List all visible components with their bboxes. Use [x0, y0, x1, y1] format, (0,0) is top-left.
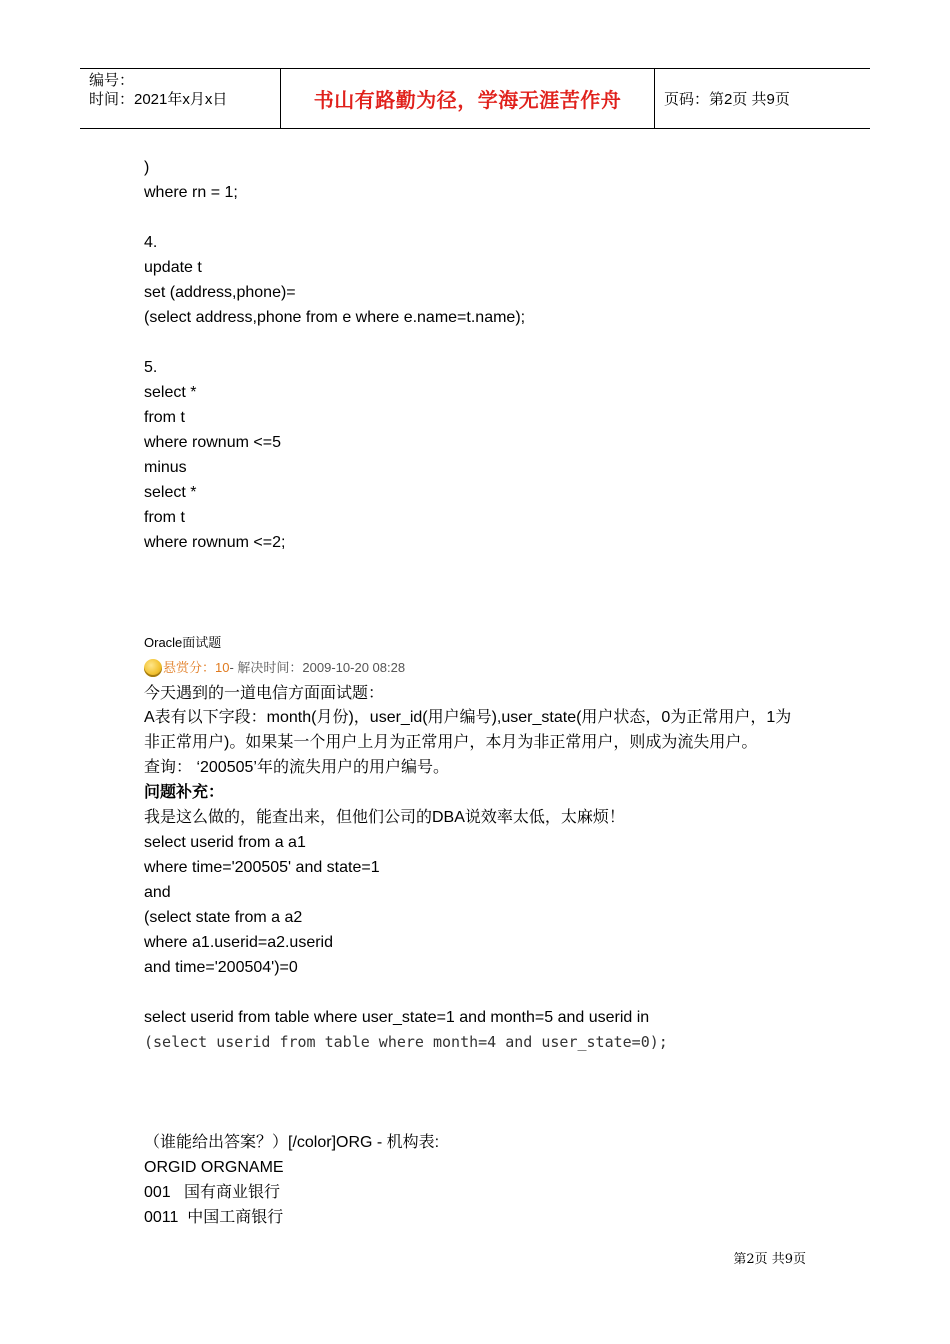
reward-value: 10: [215, 660, 230, 675]
code-line: [144, 980, 824, 1005]
code-line: select userid from table where user_state=1 and month=5 and userid in: [144, 1009, 650, 1026]
coin-icon: [144, 659, 162, 677]
code-line: [144, 205, 824, 230]
code-block-mid: [144, 830, 824, 1055]
code-line: select *: [144, 384, 197, 401]
org-row: 001 国有商业银行: [144, 1184, 281, 1201]
supplement-label: 问题补充：: [144, 784, 225, 801]
question-desc-3: 查询： ‘200505’年的流失用户的用户编号。: [144, 759, 449, 776]
code-block-top: [144, 155, 824, 555]
header-page-label: 页码：第2页 共9页: [664, 91, 790, 108]
code-line-mono: (select userid from table where month=4 and user_state=0);: [144, 1033, 668, 1051]
question-desc-1: A表有以下字段：month(月份)，user_id(用户编号),user_state(用户状态，0为正常用户，1为: [144, 709, 792, 726]
code-line: from t: [144, 409, 185, 426]
supplement-text: 我是这么做的，能查出来，但他们公司的DBA说效率太低，太麻烦！: [144, 809, 625, 826]
code-line: minus: [144, 459, 187, 476]
code-line: where time='200505' and state=1: [144, 859, 380, 876]
org-row: 0011 中国工商银行: [144, 1209, 284, 1226]
org-table-header: ORGID ORGNAME: [144, 1159, 284, 1176]
code-line: where a1.userid=a2.userid: [144, 934, 334, 951]
code-line: and: [144, 884, 171, 901]
code-line: select userid from a a1: [144, 834, 306, 851]
code-line: from t: [144, 509, 185, 526]
resolved-time: - 解决时间：2009-10-20 08:28: [229, 660, 406, 675]
code-line: update t: [144, 259, 202, 276]
document-date-label: 时间：2021年x月x日: [89, 91, 228, 108]
page-footer: 第2页 共9页: [733, 1252, 806, 1267]
header-motto: 书山有路勤为径，学海无涯苦作舟: [281, 69, 655, 128]
code-line: where rn = 1;: [144, 184, 238, 201]
document-body: [144, 155, 824, 1230]
reward-label: 悬赏分：: [163, 660, 216, 675]
code-line: 4.: [144, 234, 158, 251]
code-line: (select state from a a2: [144, 909, 303, 926]
code-line: [144, 330, 824, 355]
code-line: set (address,phone)=: [144, 284, 296, 301]
question-title: Oracle面试题: [144, 635, 222, 650]
document-number-label: 编号：: [89, 72, 135, 89]
code-line: 5.: [144, 359, 158, 376]
question-intro: 今天遇到的一道电信方面面试题：: [144, 683, 385, 702]
code-line: where rownum <=2;: [144, 534, 286, 551]
org-intro: （谁能给出答案？）[/color]ORG - 机构表:: [144, 1134, 440, 1151]
code-line: ): [144, 159, 150, 176]
code-line: where rownum <=5: [144, 434, 281, 451]
question-desc-2: 非正常用户)。如果某一个用户上月为正常用户，本月为非正常用户，则成为流失用户。: [144, 734, 758, 751]
header-left-cell: [80, 69, 281, 128]
code-line: and time='200504')=0: [144, 959, 298, 976]
header-table: [80, 68, 870, 129]
question-meta: [144, 655, 824, 680]
code-line: select *: [144, 484, 197, 501]
code-line: (select address,phone from e where e.name=t.name);: [144, 309, 526, 326]
